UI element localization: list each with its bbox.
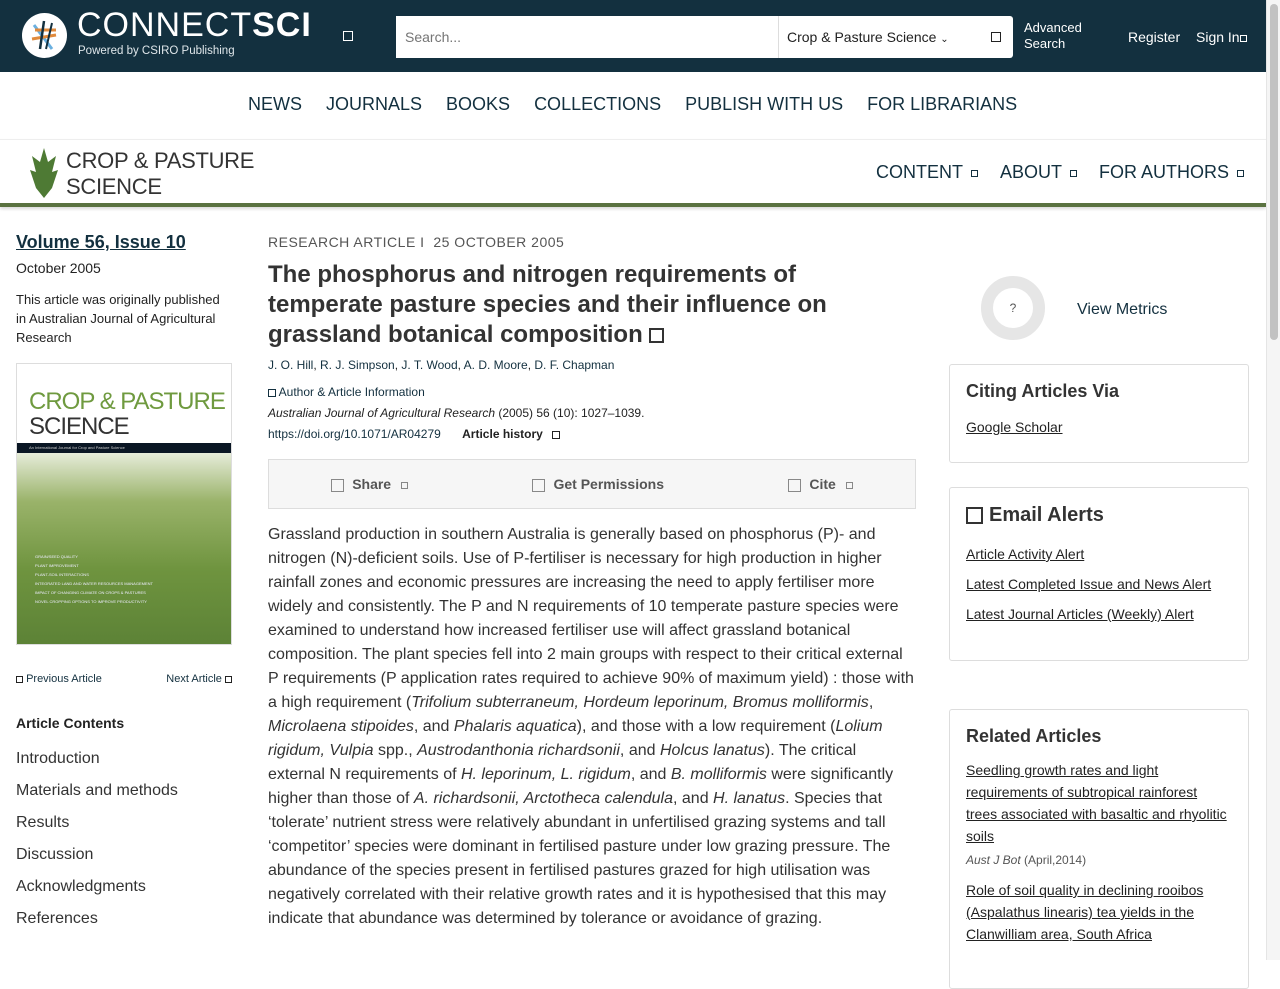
expand-icon (552, 431, 560, 439)
altmetric-badge[interactable]: ? (981, 276, 1045, 340)
article-history-label: Article history (462, 427, 543, 441)
article-main (268, 234, 916, 931)
cite-button[interactable] (788, 476, 852, 492)
related-heading: Related Articles (966, 726, 1102, 746)
share-button[interactable] (331, 476, 408, 492)
next-article[interactable] (166, 673, 232, 685)
author-link[interactable]: R. J. Simpson (320, 358, 395, 372)
abstract-text: , and (673, 790, 714, 807)
scrollbar[interactable] (1266, 0, 1280, 960)
cover-topic: INTEGRATED LAND AND WATER RESOURCES MANAGEMENT (35, 581, 153, 586)
register-link[interactable]: Register (1128, 29, 1181, 45)
previous-article[interactable] (16, 673, 102, 685)
scrollbar-thumb[interactable] (1270, 4, 1278, 340)
abstract-species-name: B. molliformis (670, 766, 767, 783)
cover-tagline: An International Journal for Crop and Pasture Science (17, 443, 231, 453)
contents-references[interactable]: References (16, 910, 98, 927)
abstract-species-name: Lolium rigidum, Vulpia (268, 718, 883, 759)
alert-link[interactable]: Article Activity Alert (966, 546, 1085, 562)
author-info-label: Author & Article Information (278, 385, 425, 399)
origin-note: This article was originally published in Australian Journal of Agricultural Research (16, 292, 220, 345)
brand-bold: SCI (252, 6, 312, 44)
cite-label: Cite (809, 476, 836, 492)
related-article-link[interactable]: Seedling growth rates and light requirements of subtropical rainforest trees associated with basaltic and rhyolitic soils (966, 762, 1227, 844)
cover-title1: CROP & PASTURE (29, 388, 225, 415)
article-tools (268, 459, 916, 509)
permissions-label: Get Permissions (553, 476, 664, 492)
alerts-title: Email Alerts (989, 504, 1104, 526)
article-info (268, 382, 916, 445)
abstract-species-name: Microlaena stipoides (268, 718, 414, 735)
alert-link[interactable]: Latest Completed Issue and News Alert (966, 576, 1212, 592)
connectsci-logo-icon[interactable] (22, 13, 67, 58)
doi-link[interactable]: https://doi.org/10.1071/AR04279 (268, 427, 441, 441)
contents-discussion[interactable]: Discussion (16, 846, 94, 863)
citing-articles-panel (949, 364, 1249, 463)
author-list: J. O. Hill, R. J. Simpson, J. T. Wood, A. D. Moore, D. F. Chapman (268, 358, 615, 372)
sign-in-label: Sign In (1196, 29, 1240, 45)
cover-topic: PLANT-SOIL INTERACTIONS (35, 572, 89, 577)
cover-topics (35, 552, 153, 606)
journal-title: Australian Journal of Agricultural Research (268, 406, 495, 420)
abstract-text: spp., (373, 742, 418, 759)
issue-date: October 2005 (16, 260, 101, 276)
dropdown-icon (401, 482, 408, 489)
journal-nav-about[interactable] (1000, 162, 1077, 183)
related-article-source (966, 853, 1232, 867)
journal-cover-image[interactable] (16, 363, 232, 645)
cover-topic: GRAIN/SEED QUALITY (35, 554, 78, 559)
author-info-toggle[interactable] (268, 382, 916, 403)
expand-icon (268, 389, 276, 397)
author-link[interactable]: D. F. Chapman (534, 358, 615, 372)
abstract-text: Grassland production in southern Australia is generally based on phosphorus (P)- and nitrogen (N)-deficient soils. Use of P-fertiliser is necessary for high production in higher rainfall zones and economic pressures are increasing the need to apply fertiliser more widely and consistently. The P and N requirements of 10 temperate pasture species were examined to understand how increased fertiliser use will affect grassland botanical composition. The plant species fell into 2 main groups with respect to their critical external P requirements (P application rates required to achieve 90% of maximum yield) : those with a high requirement ( (268, 526, 914, 711)
view-metrics-link[interactable]: View Metrics (1077, 301, 1168, 318)
sign-in-link[interactable] (1196, 29, 1247, 45)
related-date: (April,2014) (1020, 853, 1087, 867)
article-title (268, 260, 868, 350)
abstract-species-name: Phalaris aquatica (453, 718, 577, 735)
article-pager (16, 673, 232, 685)
citing-heading: Citing Articles Via (966, 381, 1120, 401)
wheat-logo-icon[interactable] (30, 148, 58, 198)
info-icon[interactable] (649, 328, 664, 343)
citation (268, 403, 916, 424)
next-article-link[interactable]: Next Article (166, 673, 222, 685)
search-scope-select[interactable] (779, 29, 979, 45)
alert-link[interactable]: Latest Journal Articles (Weekly) Alert (966, 606, 1194, 622)
journal-nav-content[interactable] (876, 162, 978, 183)
abstract-text: , and (619, 742, 660, 759)
google-scholar-link[interactable]: Google Scholar (966, 419, 1063, 435)
cover-art (17, 453, 231, 645)
user-icon (1240, 35, 1247, 42)
related-articles-panel (949, 709, 1249, 989)
related-article-link[interactable]: Role of soil quality in declining rooibos (Aspalathus linearis) tea yields in the Clanwilliam area, South Africa (966, 882, 1204, 942)
abstract-text: , (868, 694, 874, 711)
abstract-text: ). The critical external N requirements of (268, 742, 857, 783)
email-alerts-panel (949, 487, 1249, 661)
menu-toggle-icon[interactable] (343, 31, 353, 41)
journal-nav-authors[interactable] (1099, 162, 1244, 183)
article-contents (16, 743, 232, 935)
search-bar (396, 16, 1013, 58)
about-label: ABOUT (999, 162, 1062, 182)
cover-topic: NOVEL CROPPING OPTIONS TO IMPROVE PRODUCTIVITY (35, 599, 147, 604)
citation-details: (2005) 56 (10): 1027–1039. (495, 406, 645, 420)
dropdown-icon (846, 482, 853, 489)
contents-introduction[interactable]: Introduction (16, 750, 100, 767)
article-title-text: The phosphorus and nitrogen requirements of temperate pasture species and their influence on grassland botanical composition (268, 261, 827, 348)
abstract-text: , and (630, 766, 671, 783)
permissions-icon (532, 479, 545, 492)
cover-topic: IMPACT OF CHANGING CLIMATE ON CROPS & PASTURES (35, 590, 146, 595)
author-link[interactable]: J. O. Hill (268, 358, 314, 372)
abstract-species-name: Trifolium subterraneum, Hordeum leporinum, Bromus molliformis (411, 694, 869, 711)
cite-icon (788, 479, 801, 492)
cover-title2: SCIENCE (29, 413, 129, 440)
article-history-toggle[interactable] (462, 427, 560, 441)
brand-light: CONNECT (77, 6, 253, 44)
dropdown-icon (1237, 170, 1244, 177)
permissions-button[interactable] (532, 476, 664, 492)
journal-name-line1: CROP & PASTURE (66, 148, 255, 173)
arrow-right-icon (225, 676, 232, 683)
main-nav (248, 94, 1017, 115)
abstract (268, 523, 916, 931)
issue-link[interactable]: Volume 56, Issue 10 (16, 232, 186, 252)
abstract-species-name: A. richardsonii, Arctotheca calendula (413, 790, 673, 807)
powered-by: Powered by CSIRO Publishing (78, 45, 235, 57)
share-label: Share (352, 476, 392, 492)
article-type-date: RESEARCH ARTICLE I 25 OCTOBER 2005 (268, 234, 565, 250)
nav-librarians[interactable]: FOR LIBRARIANS (867, 94, 1018, 114)
alerts-heading (966, 504, 1232, 527)
search-label: Search (1024, 36, 1066, 51)
email-icon (966, 507, 983, 524)
search-button[interactable] (979, 28, 1013, 46)
journal-name[interactable] (66, 148, 254, 200)
contents-methods[interactable]: Materials and methods (16, 782, 178, 799)
dropdown-icon (971, 170, 978, 177)
abstract-text: ), and those with a low requirement ( (576, 718, 836, 735)
author-link[interactable]: A. D. Moore (463, 358, 528, 372)
nav-news[interactable]: NEWS (248, 94, 302, 114)
abstract-text: , and (413, 718, 454, 735)
journal-name-line2: SCIENCE (66, 174, 162, 199)
abstract-text: were significantly higher than those of (268, 766, 894, 807)
previous-article-link[interactable]: Previous Article (26, 673, 102, 685)
nav-journals[interactable]: JOURNALS (326, 94, 423, 114)
share-icon (331, 479, 344, 492)
contents-results[interactable]: Results (16, 814, 70, 831)
nav-collections[interactable]: COLLECTIONS (534, 94, 662, 114)
advanced-label: Advanced (1024, 20, 1082, 35)
abstract-text: . Species that ‘tolerate’ nutrient stress were relatively abundant in unfertilised grazing systems and tall ‘competitor’ species were dominant in fertilised pasture under low grazing pressure. The abundance of the species present in fertilised pastures grazed for high utilisation was negatively correlated with their relative growth rates and it is hypothesised that this may indicate that abundance was determined by tolerance or avoidance of grazing. (268, 790, 891, 927)
content-label: CONTENT (875, 162, 963, 182)
scope-label: Crop & Pasture Science (787, 29, 937, 45)
abstract-species-name: H. lanatus (713, 790, 786, 807)
nav-publish[interactable]: PUBLISH WITH US (685, 94, 844, 114)
arrow-left-icon (16, 676, 23, 683)
authors-label: FOR AUTHORS (1098, 162, 1229, 182)
abstract-species-name: Holcus lanatus (659, 742, 765, 759)
author-link[interactable]: J. T. Wood (401, 358, 458, 372)
cover-topic: PLANT IMPROVEMENT (35, 563, 79, 568)
article-contents-heading: Article Contents (16, 715, 125, 731)
contents-acknowledgments[interactable]: Acknowledgments (16, 878, 146, 895)
abstract-species-name: H. leporinum, L. rigidum (460, 766, 631, 783)
advanced-search-link[interactable] (1024, 20, 1082, 52)
dropdown-icon (1070, 170, 1077, 177)
nav-books[interactable]: BOOKS (446, 94, 511, 114)
journal-nav (876, 162, 1244, 183)
search-input[interactable] (396, 16, 779, 58)
related-journal: Aust J Bot (966, 853, 1021, 867)
site-header (0, 0, 1266, 72)
search-icon (991, 32, 1001, 42)
left-sidebar (16, 232, 232, 935)
brand-name[interactable] (77, 8, 312, 42)
abstract-species-name: Austrodanthonia richardsonii (417, 742, 620, 759)
chevron-down-icon: ⌄ (940, 34, 949, 45)
